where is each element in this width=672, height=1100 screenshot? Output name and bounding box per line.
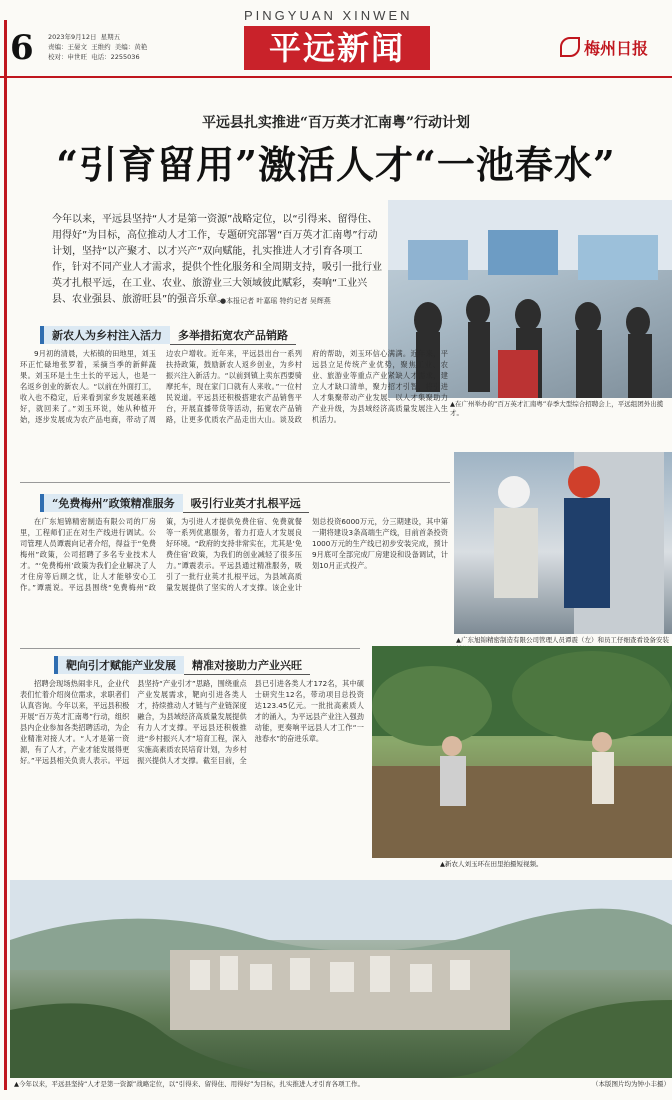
factory-photo [454, 452, 672, 634]
section-divider-2 [20, 648, 360, 649]
aerial-town-photo [10, 880, 672, 1078]
section1-heading [40, 326, 296, 344]
paper-emblem-icon [560, 37, 580, 57]
edition-meta: 2023年9月12日 星期五 责编：王晏文 王维约 美编：黄艳 校对：申世旺 电话：2255036 [48, 33, 148, 61]
section3-body: 招聘会现场热闹非凡，企业代表们忙着介绍岗位需求，求职者们认真咨询。今年以来，平远县积极开展“百万英才汇南粤”行动，组织县内企业参加各类招聘活动，为企业精准对接人才。“人才是第一资源，有了人才，产业才能发展得更好。”平远县相关负责人表示。平远县坚持“产业引才”思路，围绕重点产业发展需求，靶向引进各类人才，持续推动人才链与产业链深度融合，为县域经济高质量发展提供有力人才支撑。平远县还积极推进“乡村振兴人才”培育工程，深入实施高素质农民培育计划，为乡村振兴提供人才支撑。截至目前，全县已引进各类人才172名，其中硕士研究生12名，带动项目总投资达123.45亿元。一批批高素质人才的涌入，为平远县产业注入强劲动能，更奏响平远县人才工作“一池春水”的奋进乐章。 [20, 679, 364, 765]
masthead-rule [0, 76, 672, 78]
section3-title-b: 精准对接助力产业兴旺 [184, 656, 310, 675]
paper-logo [560, 36, 648, 59]
section2-title-a: “免费梅州”政策精准服务 [40, 494, 183, 512]
section1-title-a: 新农人为乡村注入活力 [40, 326, 170, 344]
section2-body: 在广东旭锦精密制造有限公司的厂房里，工程师们正在对生产线进行调试。公司管理人员谭震向记者介绍，得益于“免费梅州”政策，公司招聘了多名专业技术人才。“‘免费梅州’政策为我们企业解决了人才住房等后顾之忧，让人才能够安心工作。”谭震说。平远县围绕“免费梅州”政策，为引进人才提供免费住宿、免费就餐等一系列优惠服务，着力打造人才发展良好环境。“政府的支持非常实在，尤其是‘免费住宿’政策，为我们的创业减轻了很多压力。”谭震表示。平远县通过精准服务，吸引了一批行业英才扎根平远，为县域高质量发展提供了坚实的人才支撑。该企业计划总投资6000万元，分三期建设，其中第一期将建设3条高端生产线，目前首条投资1000万元的生产线已初步安装完成，预计9月底可全部完成厂房建设和设备调试，计划10月正式投产。 [20, 517, 448, 592]
photo3-caption: ▲新农人刘玉环在田里拍摄短视频。 [440, 860, 543, 868]
page-number: 6 [10, 28, 34, 68]
section-pinyin: PINGYUAN XINWEN [244, 8, 413, 23]
paper-name: 梅州日报 [584, 39, 649, 58]
photo-credit: （本版图片均为钟小丰摄） [592, 1080, 670, 1088]
section3-heading [54, 656, 310, 674]
section2-heading [40, 494, 309, 512]
section2-title-b: 吸引行业英才扎根平远 [183, 494, 309, 513]
article-byline: ●本报记者 叶嘉瑶 特约记者 吴辉燕 [220, 297, 331, 305]
article-headline: “引育留用”激活人才“一池春水” [56, 142, 616, 187]
photo4-caption: ▲今年以来，平远县坚持“人才是第一资源”战略定位，以“引得来、留得住、用得好”为目标，扎实推进人才引育各项工作。 [14, 1080, 364, 1088]
article-kicker: 平远县扎实推进“百万英才汇南粤”行动计划 [201, 115, 471, 131]
article-lede: 今年以来，平远县坚持“人才是第一资源”战略定位，以“引得来、留得住、用得好”为目标，高位推动人才工作，专题研究部署“百万英才汇南粤”行动计划，坚持“以产聚才、以才兴产”双向赋能，扎实推进人才引育各项工作，针对不同产业人才需求，提供个性化服务和全周期支持，吸引一批行业英才扎根平远，在工业、农业、旅游业三大领域彼此赋彩，奏响“工业兴县、农业强县、旅游旺县”的强音乐章。 [52, 214, 382, 305]
photo2-caption: ▲广东旭锦精密制造有限公司管理人员谭震（左）和员工仔细查看设备安装 [456, 636, 669, 644]
section-divider [20, 482, 450, 483]
photo1-caption: ▲在广州举办的“百万英才汇南粤”春季大型综合招聘会上，平远组团外出揽才。 [450, 400, 664, 417]
section1-body: 9月初的清晨，大柘镇的田地里，刘玉环正忙碌地张罗着，采摘当季的新鲜蔬果。刘玉环是土生土长的平远人，也是一名返乡创业的新农人。“以前在外面打工，收入也不稳定，后来看到家乡发展越来越好，就回来了。”刘玉环说，她从种植开始，逐步发展成为农产品电商，带动了周边农户增收。近年来，平远县出台一系列扶持政策，鼓励新农人返乡创业，为乡村振兴注入新活力。“以前到镇上卖东西要骑摩托车，现在家门口就有人来收。”一位村民说道。平远县还积极搭建农产品销售平台，开展直播带货等活动，拓宽农产品销路，让更多优质农产品走出大山。谈及政府的帮助，刘玉环信心满满。近年来，平远县立足传统产业优势，聚焦工业、农业、旅游业等重点产业紧缺人才需求，建立人才缺口清单，聚力招才引智，将引进人才集聚带动产业发展、以人才集聚助力产业升级，为县域经济高质量发展注入生机活力。 [20, 349, 448, 424]
section3-title-a: 靶向引才赋能产业发展 [54, 656, 184, 674]
farm-photo [372, 646, 672, 858]
section1-title-b: 多举措拓宽农产品销路 [170, 326, 296, 345]
section-nameplate: 平远新闻 [244, 26, 430, 70]
